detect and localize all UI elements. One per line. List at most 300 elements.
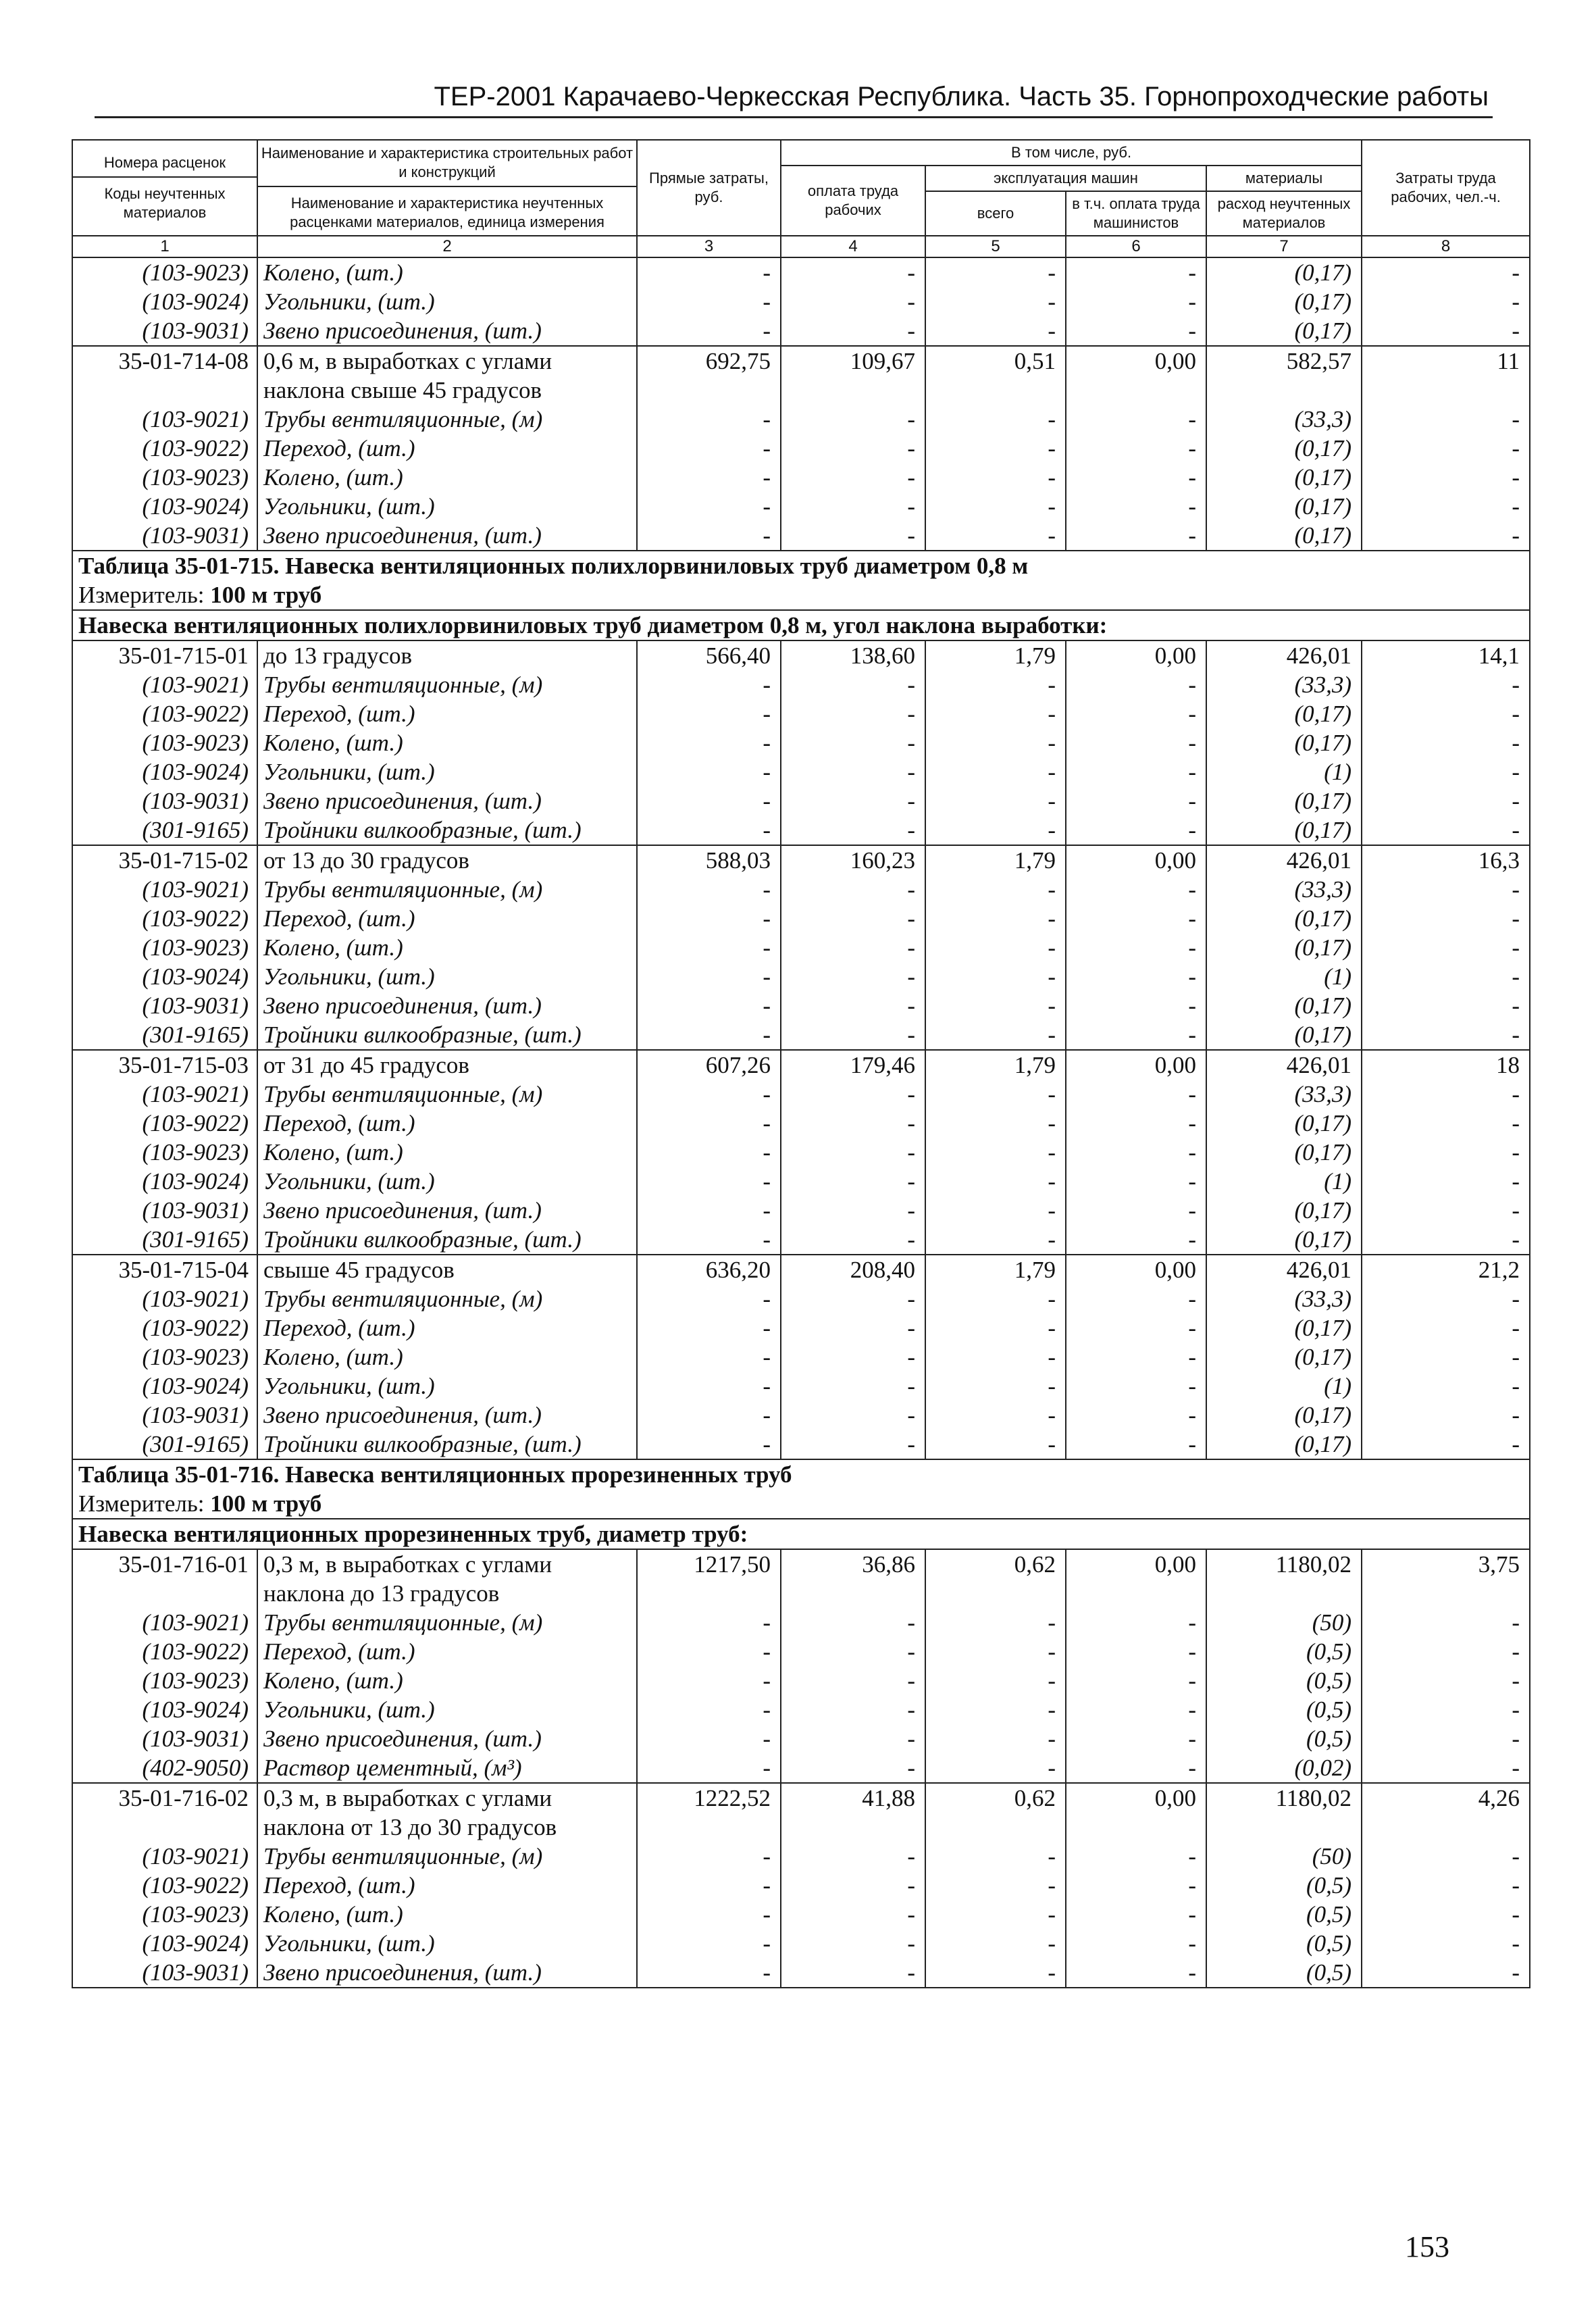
value-c6: - [1066, 1958, 1206, 1988]
value-c8: - [1362, 1871, 1530, 1900]
rate-code: 35-01-714-08 [72, 346, 257, 405]
material-code: (103-9023) [72, 728, 257, 757]
material-name: Переход, (шт.) [257, 699, 637, 728]
material-code: (103-9031) [72, 786, 257, 815]
material-code: (103-9024) [72, 757, 257, 786]
column-number: 2 [257, 236, 637, 257]
material-name: Колено, (шт.) [257, 1900, 637, 1929]
value-c8: - [1362, 815, 1530, 845]
material-row [72, 1753, 1530, 1783]
material-name: Звено присоединения, (шт.) [257, 1401, 637, 1430]
value-c3: - [637, 1666, 781, 1695]
value-c4: - [781, 521, 925, 551]
material-name: Трубы вентиляционные, (м) [257, 405, 637, 434]
column-number: 6 [1066, 236, 1206, 257]
material-row [72, 1138, 1530, 1167]
value-c4: - [781, 1284, 925, 1313]
value-c3: - [637, 405, 781, 434]
material-name: Звено присоединения, (шт.) [257, 786, 637, 815]
value-c4: - [781, 1430, 925, 1459]
value-c6: 0,00 [1066, 1255, 1206, 1284]
value-c7: (0,17) [1206, 933, 1362, 962]
value-c8: - [1362, 1842, 1530, 1871]
material-name: Звено присоединения, (шт.) [257, 1724, 637, 1753]
measure-line-cell [72, 1489, 1530, 1519]
value-c6: - [1066, 1871, 1206, 1900]
material-row [72, 1637, 1530, 1666]
value-c8: - [1362, 463, 1530, 492]
rate-name: от 13 до 30 градусов [257, 845, 637, 875]
material-code: (103-9022) [72, 904, 257, 933]
value-c3: - [637, 962, 781, 991]
value-c5: - [925, 1109, 1066, 1138]
material-row [72, 434, 1530, 463]
rate-code: 35-01-715-03 [72, 1050, 257, 1080]
value-c4: - [781, 1313, 925, 1342]
material-row [72, 699, 1530, 728]
value-c6: - [1066, 287, 1206, 316]
value-c4: - [781, 1080, 925, 1109]
rate-row [72, 1549, 1530, 1608]
value-c7: (1) [1206, 1167, 1362, 1196]
column-number: 4 [781, 236, 925, 257]
material-row [72, 1109, 1530, 1138]
value-c6: - [1066, 1372, 1206, 1401]
value-c3: - [637, 1284, 781, 1313]
value-c4: - [781, 1225, 925, 1255]
value-c6: - [1066, 405, 1206, 434]
value-c6: - [1066, 521, 1206, 551]
material-name: Раствор цементный, (м³) [257, 1753, 637, 1783]
value-c6: - [1066, 434, 1206, 463]
value-c8: 3,75 [1362, 1549, 1530, 1608]
value-c5: 0,62 [925, 1783, 1066, 1842]
material-code: (301-9165) [72, 1225, 257, 1255]
value-c3: - [637, 257, 781, 287]
value-c8: - [1362, 1167, 1530, 1196]
material-name: Трубы вентиляционные, (м) [257, 1608, 637, 1637]
value-c7: 582,57 [1206, 346, 1362, 405]
section-heading [72, 610, 1530, 640]
value-c6: - [1066, 1929, 1206, 1958]
header-machinist-pay: в т.ч. оплата труда машинистов [1066, 191, 1206, 236]
material-row [72, 875, 1530, 904]
value-c5: - [925, 728, 1066, 757]
value-c4: - [781, 1753, 925, 1783]
material-row [72, 1313, 1530, 1342]
value-c4: - [781, 991, 925, 1020]
value-c6: - [1066, 492, 1206, 521]
value-c4: 160,23 [781, 845, 925, 875]
value-c8: 4,26 [1362, 1783, 1530, 1842]
rate-row [72, 346, 1530, 405]
value-c8: - [1362, 434, 1530, 463]
material-name: Колено, (шт.) [257, 728, 637, 757]
value-c8: - [1362, 1753, 1530, 1783]
material-row [72, 1080, 1530, 1109]
value-c3: - [637, 287, 781, 316]
material-name: Колено, (шт.) [257, 1666, 637, 1695]
material-row [72, 1225, 1530, 1255]
value-c6: - [1066, 1900, 1206, 1929]
value-c3: - [637, 1313, 781, 1342]
value-c3: - [637, 316, 781, 346]
value-c8: 11 [1362, 346, 1530, 405]
value-c5: - [925, 316, 1066, 346]
value-c6: - [1066, 1225, 1206, 1255]
value-c4: - [781, 962, 925, 991]
value-c7: 426,01 [1206, 640, 1362, 670]
rate-code: 35-01-716-01 [72, 1549, 257, 1608]
material-name: Звено присоединения, (шт.) [257, 1196, 637, 1225]
value-c3: - [637, 933, 781, 962]
material-code: (103-9023) [72, 1900, 257, 1929]
header-machines: эксплуатация машин [925, 166, 1206, 191]
value-c4: - [781, 1401, 925, 1430]
value-c6: - [1066, 962, 1206, 991]
value-c7: 1180,02 [1206, 1783, 1362, 1842]
value-c5: - [925, 1196, 1066, 1225]
value-c7: (50) [1206, 1608, 1362, 1637]
value-c3: - [637, 1080, 781, 1109]
value-c5: - [925, 1871, 1066, 1900]
rate-row [72, 640, 1530, 670]
material-name: Тройники вилкообразные, (шт.) [257, 1430, 637, 1459]
value-c7: (0,02) [1206, 1753, 1362, 1783]
material-row [72, 1020, 1530, 1050]
value-c4: - [781, 670, 925, 699]
value-c4: 208,40 [781, 1255, 925, 1284]
value-c7: (50) [1206, 1842, 1362, 1871]
value-c7: (33,3) [1206, 405, 1362, 434]
value-c8: - [1362, 1020, 1530, 1050]
value-c4: - [781, 1929, 925, 1958]
value-c8: - [1362, 875, 1530, 904]
value-c4: - [781, 933, 925, 962]
value-c7: (0,17) [1206, 699, 1362, 728]
material-code: (402-9050) [72, 1753, 257, 1783]
value-c5: - [925, 1929, 1066, 1958]
value-c6: - [1066, 670, 1206, 699]
material-row [72, 904, 1530, 933]
value-c5: 1,79 [925, 1255, 1066, 1284]
value-c5: - [925, 1637, 1066, 1666]
value-c5: 1,79 [925, 1050, 1066, 1080]
material-row [72, 463, 1530, 492]
rate-code: 35-01-716-02 [72, 1783, 257, 1842]
value-c3: - [637, 1724, 781, 1753]
section-heading-cell: Навеска вентиляционных полихлорвиниловых труб диаметром 0,8 м, угол наклона выработки: [72, 610, 1530, 640]
value-c4: - [781, 1695, 925, 1724]
value-c3: 692,75 [637, 346, 781, 405]
value-c7: (0,5) [1206, 1637, 1362, 1666]
material-row [72, 1284, 1530, 1313]
value-c4: - [781, 1196, 925, 1225]
material-name: Переход, (шт.) [257, 1109, 637, 1138]
value-c8: - [1362, 492, 1530, 521]
rates-table [72, 139, 1530, 1988]
value-c6: - [1066, 991, 1206, 1020]
value-c8: - [1362, 1196, 1530, 1225]
measure-line [72, 580, 1530, 610]
material-code: (103-9021) [72, 670, 257, 699]
material-name: Угольники, (шт.) [257, 1372, 637, 1401]
material-row [72, 1430, 1530, 1459]
value-c8: - [1362, 1080, 1530, 1109]
material-code: (103-9022) [72, 434, 257, 463]
value-c5: - [925, 1372, 1066, 1401]
value-c4: - [781, 1842, 925, 1871]
material-code: (103-9024) [72, 1167, 257, 1196]
value-c8: 16,3 [1362, 845, 1530, 875]
value-c7: (0,5) [1206, 1695, 1362, 1724]
material-name: Переход, (шт.) [257, 434, 637, 463]
value-c5: - [925, 1753, 1066, 1783]
value-c6: - [1066, 904, 1206, 933]
value-c3: - [637, 728, 781, 757]
value-c3: - [637, 670, 781, 699]
value-c8: - [1362, 1608, 1530, 1637]
value-c8: - [1362, 1138, 1530, 1167]
material-code: (103-9022) [72, 1871, 257, 1900]
material-code: (103-9031) [72, 521, 257, 551]
value-c6: - [1066, 1695, 1206, 1724]
value-c5: - [925, 1608, 1066, 1637]
material-row [72, 1958, 1530, 1988]
table-title [72, 1459, 1530, 1489]
value-c5: - [925, 405, 1066, 434]
value-c4: - [781, 1372, 925, 1401]
value-c3: - [637, 1196, 781, 1225]
value-c7: (0,17) [1206, 1313, 1362, 1342]
value-c8: - [1362, 287, 1530, 316]
material-name: Звено присоединения, (шт.) [257, 521, 637, 551]
value-c5: - [925, 1724, 1066, 1753]
value-c8: - [1362, 1342, 1530, 1372]
table-title-cell: Таблица 35-01-716. Навеска вентиляционных прорезиненных труб [72, 1459, 1530, 1489]
value-c3: - [637, 1842, 781, 1871]
value-c8: 14,1 [1362, 640, 1530, 670]
rate-name: до 13 градусов [257, 640, 637, 670]
value-c4: 41,88 [781, 1783, 925, 1842]
material-code: (103-9031) [72, 1401, 257, 1430]
material-code: (103-9023) [72, 1138, 257, 1167]
value-c5: - [925, 1020, 1066, 1050]
value-c6: - [1066, 1608, 1206, 1637]
column-number: 3 [637, 236, 781, 257]
material-code: (103-9022) [72, 1109, 257, 1138]
material-row [72, 257, 1530, 287]
material-name: Трубы вентиляционные, (м) [257, 1080, 637, 1109]
value-c4: 109,67 [781, 346, 925, 405]
material-code: (103-9021) [72, 1842, 257, 1871]
value-c4: - [781, 815, 925, 845]
value-c7: (33,3) [1206, 1284, 1362, 1313]
measure-line-cell [72, 580, 1530, 610]
value-c4: - [781, 1724, 925, 1753]
measure-value: 100 м труб [210, 1490, 322, 1517]
value-c3: - [637, 699, 781, 728]
value-c7: (33,3) [1206, 670, 1362, 699]
value-c3: - [637, 463, 781, 492]
material-row [72, 316, 1530, 346]
value-c8: - [1362, 1900, 1530, 1929]
value-c7: (0,5) [1206, 1666, 1362, 1695]
value-c3: 588,03 [637, 845, 781, 875]
measure-value: 100 м труб [210, 582, 322, 608]
material-name: Угольники, (шт.) [257, 757, 637, 786]
value-c8: - [1362, 933, 1530, 962]
material-code: (103-9023) [72, 463, 257, 492]
value-c4: - [781, 405, 925, 434]
value-c7: (0,17) [1206, 991, 1362, 1020]
material-code: (103-9031) [72, 316, 257, 346]
value-c3: - [637, 521, 781, 551]
value-c3: - [637, 815, 781, 845]
material-code: (103-9021) [72, 1608, 257, 1637]
value-c3: - [637, 1225, 781, 1255]
value-c3: - [637, 1871, 781, 1900]
value-c5: - [925, 1167, 1066, 1196]
section-heading-cell: Навеска вентиляционных прорезиненных труб, диаметр труб: [72, 1519, 1530, 1549]
value-c4: 179,46 [781, 1050, 925, 1080]
value-c7: (0,5) [1206, 1958, 1362, 1988]
value-c6: - [1066, 1401, 1206, 1430]
value-c8: - [1362, 521, 1530, 551]
value-c6: - [1066, 933, 1206, 962]
value-c3: 636,20 [637, 1255, 781, 1284]
material-code: (103-9024) [72, 962, 257, 991]
material-row [72, 786, 1530, 815]
value-c7: (0,17) [1206, 257, 1362, 287]
value-c4: - [781, 257, 925, 287]
value-c3: - [637, 1430, 781, 1459]
header-col2-bottom: Наименование и характеристика неучтенных расценками материалов, единица измерения [290, 195, 604, 230]
value-c6: - [1066, 1313, 1206, 1342]
header-col1-top: Номера расценок [73, 153, 257, 178]
value-c4: 36,86 [781, 1549, 925, 1608]
value-c7: (0,17) [1206, 1020, 1362, 1050]
value-c8: - [1362, 699, 1530, 728]
material-name: Трубы вентиляционные, (м) [257, 1842, 637, 1871]
value-c6: - [1066, 1753, 1206, 1783]
material-name: Звено присоединения, (шт.) [257, 316, 637, 346]
material-code: (103-9021) [72, 1080, 257, 1109]
value-c8: - [1362, 1637, 1530, 1666]
value-c5: - [925, 1284, 1066, 1313]
value-c7: (0,17) [1206, 815, 1362, 845]
value-c8: - [1362, 757, 1530, 786]
header-col1-bottom: Коды неучтенных материалов [104, 185, 226, 221]
value-c8: 21,2 [1362, 1255, 1530, 1284]
measure-label: Измеритель: [78, 582, 205, 608]
material-row [72, 1196, 1530, 1225]
page-header [95, 80, 1493, 118]
value-c8: - [1362, 786, 1530, 815]
value-c3: - [637, 1109, 781, 1138]
value-c7: (1) [1206, 1372, 1362, 1401]
value-c5: - [925, 1666, 1066, 1695]
material-row [72, 1608, 1530, 1637]
material-name: Угольники, (шт.) [257, 1167, 637, 1196]
value-c7: (0,17) [1206, 1342, 1362, 1372]
value-c5: - [925, 1900, 1066, 1929]
value-c3: - [637, 1138, 781, 1167]
value-c4: - [781, 434, 925, 463]
value-c4: - [781, 875, 925, 904]
value-c5: 0,62 [925, 1549, 1066, 1608]
value-c7: (33,3) [1206, 875, 1362, 904]
value-c3: - [637, 991, 781, 1020]
header-col1 [72, 140, 257, 236]
value-c4: - [781, 1958, 925, 1988]
value-c7: (0,17) [1206, 1138, 1362, 1167]
material-code: (103-9021) [72, 1284, 257, 1313]
material-code: (103-9022) [72, 699, 257, 728]
value-c5: - [925, 670, 1066, 699]
value-c5: - [925, 1401, 1066, 1430]
material-row [72, 1372, 1530, 1401]
value-c7: (0,17) [1206, 316, 1362, 346]
value-c8: - [1362, 1666, 1530, 1695]
material-name: Колено, (шт.) [257, 463, 637, 492]
rate-code: 35-01-715-04 [72, 1255, 257, 1284]
material-name: Тройники вилкообразные, (шт.) [257, 815, 637, 845]
material-name: Звено присоединения, (шт.) [257, 991, 637, 1020]
value-c3: - [637, 1167, 781, 1196]
material-name: Угольники, (шт.) [257, 962, 637, 991]
value-c3: - [637, 1342, 781, 1372]
value-c7: 1180,02 [1206, 1549, 1362, 1608]
value-c6: - [1066, 1196, 1206, 1225]
table-header [72, 140, 1530, 257]
value-c4: - [781, 1020, 925, 1050]
value-c8: - [1362, 257, 1530, 287]
value-c8: - [1362, 991, 1530, 1020]
value-c4: - [781, 1109, 925, 1138]
value-c3: - [637, 875, 781, 904]
value-c6: - [1066, 786, 1206, 815]
value-c6: - [1066, 1842, 1206, 1871]
rate-name: от 31 до 45 градусов [257, 1050, 637, 1080]
value-c6: - [1066, 316, 1206, 346]
value-c7: (0,17) [1206, 492, 1362, 521]
column-number: 1 [72, 236, 257, 257]
value-c8: - [1362, 1958, 1530, 1988]
rates-content [72, 139, 1529, 1988]
value-c5: - [925, 786, 1066, 815]
value-c7: (0,17) [1206, 1109, 1362, 1138]
value-c6: 0,00 [1066, 845, 1206, 875]
value-c4: - [781, 1138, 925, 1167]
material-code: (103-9023) [72, 1342, 257, 1372]
value-c4: - [781, 492, 925, 521]
material-code: (301-9165) [72, 1430, 257, 1459]
rate-code: 35-01-715-02 [72, 845, 257, 875]
value-c6: - [1066, 728, 1206, 757]
value-c4: - [781, 1342, 925, 1372]
material-name: Колено, (шт.) [257, 257, 637, 287]
material-name: Угольники, (шт.) [257, 492, 637, 521]
material-row [72, 1167, 1530, 1196]
value-c6: - [1066, 1724, 1206, 1753]
value-c5: - [925, 1430, 1066, 1459]
value-c3: - [637, 1695, 781, 1724]
value-c6: - [1066, 1138, 1206, 1167]
material-row [72, 1871, 1530, 1900]
rate-code: 35-01-715-01 [72, 640, 257, 670]
value-c3: - [637, 1900, 781, 1929]
